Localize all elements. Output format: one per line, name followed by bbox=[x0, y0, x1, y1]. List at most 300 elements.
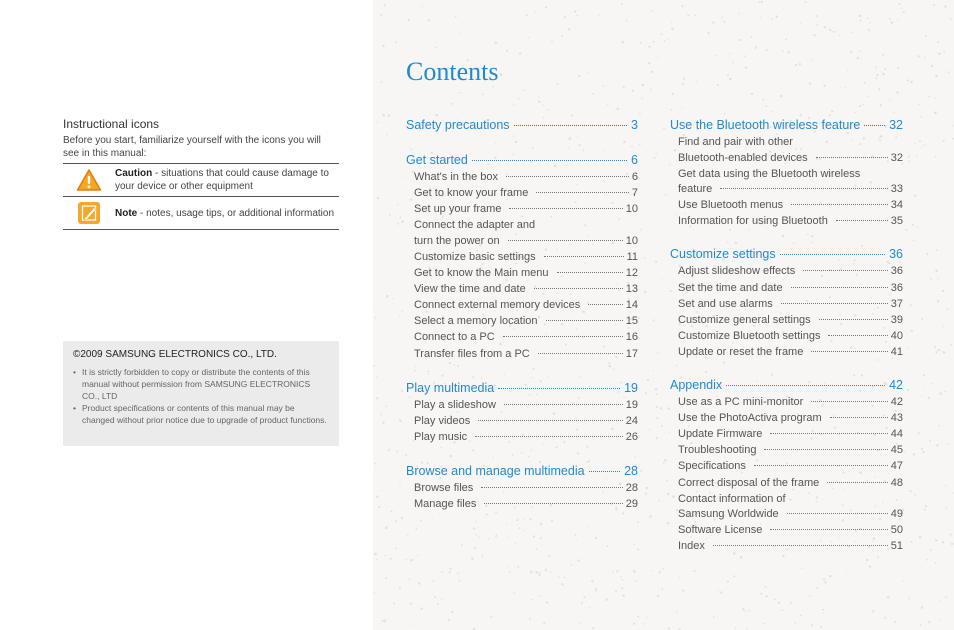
background-dot bbox=[942, 351, 943, 352]
background-dot bbox=[395, 547, 397, 549]
dot-leader bbox=[506, 176, 629, 177]
background-dot bbox=[608, 362, 610, 364]
toc-item-title: Play music bbox=[414, 430, 468, 443]
toc-item-link[interactable] bbox=[414, 283, 638, 295]
toc-item-link[interactable] bbox=[678, 524, 903, 536]
toc-item-link[interactable] bbox=[678, 396, 903, 408]
background-dot bbox=[561, 583, 563, 585]
background-dot bbox=[376, 496, 378, 498]
background-dot bbox=[907, 79, 909, 81]
background-dot bbox=[586, 446, 588, 448]
background-dot bbox=[514, 543, 515, 544]
background-dot bbox=[638, 317, 640, 319]
background-dot bbox=[374, 463, 376, 465]
background-dot bbox=[666, 480, 668, 482]
background-dot bbox=[622, 41, 624, 43]
background-dot bbox=[655, 388, 657, 390]
background-dot bbox=[646, 487, 648, 489]
background-dot bbox=[640, 229, 641, 230]
background-dot bbox=[683, 78, 685, 80]
background-dot bbox=[888, 262, 890, 264]
background-dot bbox=[492, 479, 494, 481]
toc-item-page: 45 bbox=[890, 444, 903, 457]
background-dot bbox=[640, 470, 642, 472]
background-dot bbox=[940, 619, 941, 620]
background-dot bbox=[877, 556, 879, 558]
toc-section-page: 3 bbox=[631, 118, 638, 132]
toc-item-link[interactable] bbox=[414, 415, 638, 427]
background-dot bbox=[667, 522, 670, 525]
background-dot bbox=[420, 607, 423, 610]
background-dot bbox=[742, 608, 745, 611]
toc-item-link[interactable] bbox=[414, 315, 638, 327]
background-dot bbox=[717, 84, 719, 86]
background-dot bbox=[657, 353, 659, 355]
background-dot bbox=[574, 10, 576, 12]
background-dot bbox=[382, 45, 385, 48]
background-dot bbox=[410, 625, 411, 626]
background-dot bbox=[639, 42, 641, 44]
dot-leader bbox=[509, 208, 622, 209]
toc-item-link[interactable] bbox=[414, 203, 638, 215]
background-dot bbox=[800, 614, 802, 616]
toc-item-link[interactable] bbox=[678, 460, 903, 472]
background-dot bbox=[859, 105, 861, 107]
toc-item-link[interactable] bbox=[414, 251, 638, 263]
background-dot bbox=[606, 545, 608, 547]
background-dot bbox=[533, 535, 535, 537]
background-dot bbox=[486, 513, 488, 515]
background-dot bbox=[724, 113, 726, 115]
background-dot bbox=[529, 618, 531, 620]
background-dot bbox=[696, 81, 697, 82]
dot-leader bbox=[726, 385, 885, 386]
background-dot bbox=[576, 328, 577, 329]
toc-section-title: Customize settings bbox=[670, 247, 776, 262]
background-dot bbox=[845, 570, 846, 571]
background-dot bbox=[528, 37, 529, 38]
instructional-icons-intro: Before you start, familiarize yourself with the icons you will see in this manual: bbox=[63, 135, 321, 159]
background-dot bbox=[860, 143, 862, 145]
background-dot bbox=[595, 537, 597, 539]
background-dot bbox=[583, 150, 584, 151]
background-dot bbox=[531, 599, 533, 601]
background-dot bbox=[823, 612, 824, 613]
background-dot bbox=[842, 504, 844, 506]
toc-item-title: Correct disposal of the frame bbox=[678, 476, 820, 489]
background-dot bbox=[808, 492, 810, 494]
background-dot bbox=[741, 522, 742, 523]
background-dot bbox=[665, 194, 667, 196]
background-dot bbox=[727, 580, 729, 582]
background-dot bbox=[911, 330, 913, 332]
background-dot bbox=[905, 229, 907, 231]
background-dot bbox=[548, 555, 550, 557]
background-dot bbox=[937, 300, 939, 302]
toc-item-link[interactable] bbox=[678, 540, 903, 552]
background-dot bbox=[824, 581, 826, 583]
background-dot bbox=[935, 270, 938, 273]
background-dot bbox=[672, 495, 675, 498]
background-dot bbox=[765, 586, 767, 588]
background-dot bbox=[935, 562, 936, 563]
toc-item-title: turn the power on bbox=[414, 234, 500, 247]
background-dot bbox=[378, 506, 380, 508]
background-dot bbox=[903, 451, 905, 453]
background-dot bbox=[914, 194, 916, 196]
background-dot bbox=[632, 90, 634, 92]
toc-item-title: Play a slideshow bbox=[414, 398, 496, 411]
background-dot bbox=[661, 33, 663, 35]
background-dot bbox=[414, 366, 415, 367]
background-dot bbox=[861, 374, 863, 376]
toc-item-link[interactable] bbox=[678, 346, 903, 358]
background-dot bbox=[532, 147, 534, 149]
background-dot bbox=[931, 383, 933, 385]
background-dot bbox=[889, 294, 890, 295]
background-dot bbox=[875, 67, 877, 69]
background-dot bbox=[519, 52, 521, 54]
background-dot bbox=[508, 537, 509, 538]
background-dot bbox=[888, 473, 889, 474]
background-dot bbox=[457, 365, 459, 367]
toc-item-link[interactable] bbox=[678, 330, 903, 342]
toc-item-link[interactable] bbox=[678, 477, 903, 489]
background-dot bbox=[735, 627, 736, 628]
background-dot bbox=[395, 520, 397, 522]
background-dot bbox=[472, 376, 474, 378]
background-dot bbox=[575, 539, 576, 540]
toc-section-link[interactable] bbox=[670, 378, 903, 392]
background-dot bbox=[458, 92, 460, 94]
background-dot bbox=[864, 82, 866, 84]
background-dot bbox=[914, 494, 916, 496]
background-dot bbox=[816, 15, 818, 17]
background-dot bbox=[393, 602, 395, 604]
toc-item-title: Set the time and date bbox=[678, 281, 783, 294]
background-dot bbox=[935, 156, 937, 158]
toc-section-page: 28 bbox=[624, 463, 638, 478]
toc-item-page: 33 bbox=[890, 183, 903, 196]
dot-leader bbox=[534, 288, 623, 289]
dot-leader bbox=[538, 353, 623, 354]
background-dot bbox=[503, 374, 504, 375]
background-dot bbox=[620, 576, 621, 577]
background-dot bbox=[427, 370, 429, 372]
background-dot bbox=[852, 139, 853, 140]
background-dot bbox=[942, 290, 944, 292]
background-dot bbox=[759, 1, 761, 3]
background-dot bbox=[557, 83, 559, 85]
background-dot bbox=[939, 599, 940, 600]
toc-item-title: What's in the box bbox=[414, 171, 499, 183]
toc-item-page: 35 bbox=[890, 215, 903, 228]
toc-section-link[interactable] bbox=[406, 153, 638, 167]
background-dot bbox=[377, 197, 379, 199]
toc-item-link[interactable] bbox=[678, 215, 903, 227]
background-dot bbox=[458, 580, 460, 582]
background-dot bbox=[377, 121, 378, 122]
background-dot bbox=[913, 453, 915, 455]
background-dot bbox=[530, 571, 533, 574]
background-dot bbox=[771, 18, 773, 20]
dot-leader bbox=[557, 272, 623, 273]
dot-leader bbox=[498, 388, 620, 389]
toc-item-link[interactable] bbox=[678, 412, 903, 424]
background-dot bbox=[914, 143, 915, 144]
background-dot bbox=[859, 15, 862, 18]
background-dot bbox=[878, 139, 880, 141]
background-dot bbox=[826, 141, 829, 144]
background-dot bbox=[787, 51, 789, 53]
background-dot bbox=[687, 14, 689, 16]
dot-leader bbox=[770, 433, 887, 434]
background-dot bbox=[588, 460, 590, 462]
background-dot bbox=[724, 457, 725, 458]
background-dot bbox=[951, 344, 953, 346]
toc-section-link[interactable] bbox=[406, 464, 638, 478]
background-dot bbox=[385, 405, 387, 407]
background-dot bbox=[417, 554, 418, 555]
background-dot bbox=[649, 429, 650, 430]
dot-leader bbox=[504, 404, 623, 405]
background-dot bbox=[688, 425, 690, 427]
toc-item-title: Manage files bbox=[414, 498, 477, 510]
toc-item-link[interactable] bbox=[678, 183, 903, 195]
background-dot bbox=[811, 242, 812, 243]
background-dot bbox=[557, 248, 558, 249]
background-dot bbox=[526, 14, 528, 16]
toc-item-link[interactable] bbox=[414, 348, 638, 360]
dot-leader bbox=[811, 401, 887, 402]
background-dot bbox=[898, 3, 900, 5]
background-dot bbox=[637, 549, 639, 551]
toc-item-link[interactable] bbox=[414, 171, 638, 183]
copyright-title: ©2009 SAMSUNG ELECTRONICS CO., LTD. bbox=[73, 349, 277, 360]
background-dot bbox=[918, 432, 920, 434]
toc-item-link[interactable] bbox=[678, 199, 903, 211]
background-dot bbox=[439, 513, 440, 514]
background-dot bbox=[440, 447, 441, 448]
background-dot bbox=[880, 140, 881, 141]
background-dot bbox=[482, 263, 484, 265]
toc-item-page: 43 bbox=[890, 412, 903, 425]
background-dot bbox=[399, 217, 401, 219]
background-dot bbox=[623, 141, 625, 143]
background-dot bbox=[385, 526, 388, 529]
toc-item-title: Information for using Bluetooth bbox=[678, 215, 828, 228]
background-dot bbox=[799, 63, 801, 65]
toc-item-page: 32 bbox=[890, 151, 903, 164]
background-dot bbox=[403, 175, 404, 176]
background-dot bbox=[658, 500, 660, 502]
caution-row bbox=[63, 164, 339, 197]
dot-leader bbox=[803, 270, 888, 271]
background-dot bbox=[783, 8, 784, 9]
dot-leader bbox=[770, 529, 887, 530]
background-dot bbox=[735, 242, 737, 244]
toc-item-link[interactable] bbox=[414, 431, 638, 443]
toc-section-page: 36 bbox=[889, 247, 903, 262]
toc-item-link[interactable] bbox=[678, 444, 903, 456]
background-dot bbox=[795, 64, 797, 66]
background-dot bbox=[386, 134, 387, 135]
background-dot bbox=[384, 555, 385, 556]
toc-section-page: 32 bbox=[889, 118, 903, 132]
background-dot bbox=[474, 547, 476, 549]
background-dot bbox=[551, 41, 553, 43]
dot-leader bbox=[475, 436, 623, 437]
toc-section-link[interactable] bbox=[670, 118, 903, 132]
background-dot bbox=[720, 591, 722, 593]
toc-item-link[interactable] bbox=[414, 482, 638, 494]
toc-item-title: Samsung Worldwide bbox=[678, 508, 779, 521]
background-dot bbox=[924, 57, 926, 59]
background-dot bbox=[482, 554, 483, 555]
background-dot bbox=[847, 69, 848, 70]
background-dot bbox=[399, 587, 401, 589]
toc-item-link[interactable] bbox=[414, 187, 638, 199]
toc-item-link[interactable] bbox=[678, 428, 903, 440]
background-dot bbox=[653, 370, 654, 371]
background-dot bbox=[384, 4, 386, 6]
toc-section-link[interactable] bbox=[406, 118, 638, 132]
background-dot bbox=[834, 362, 835, 363]
background-dot bbox=[926, 559, 928, 561]
background-dot bbox=[482, 556, 484, 558]
background-dot bbox=[923, 374, 925, 376]
background-dot bbox=[548, 109, 550, 111]
background-dot bbox=[931, 65, 933, 67]
toc-item-link[interactable] bbox=[678, 282, 903, 294]
background-dot bbox=[579, 377, 581, 379]
background-dot bbox=[667, 39, 668, 40]
background-dot bbox=[530, 450, 531, 451]
contents-title: Contents bbox=[406, 57, 499, 86]
background-dot bbox=[428, 373, 429, 374]
background-dot bbox=[578, 144, 580, 146]
toc-item-title: Software License bbox=[678, 524, 763, 537]
toc-item-link[interactable] bbox=[414, 299, 638, 311]
background-dot bbox=[565, 344, 567, 346]
background-dot bbox=[637, 616, 639, 618]
background-dot bbox=[907, 389, 909, 391]
background-dot bbox=[547, 376, 548, 377]
background-dot bbox=[667, 407, 670, 410]
background-dot bbox=[785, 39, 787, 41]
background-dot bbox=[451, 611, 453, 613]
background-dot bbox=[390, 510, 392, 512]
toc-section-link[interactable] bbox=[406, 381, 638, 395]
background-dot bbox=[580, 622, 582, 624]
toc-item-page: 26 bbox=[625, 430, 638, 443]
toc-item-title: Index bbox=[678, 540, 705, 553]
toc-section-link[interactable] bbox=[670, 247, 903, 261]
toc-item-link[interactable] bbox=[678, 152, 903, 164]
toc-item-link[interactable] bbox=[414, 235, 638, 247]
background-dot bbox=[650, 89, 652, 91]
background-dot bbox=[920, 116, 922, 118]
toc-item-link[interactable] bbox=[678, 508, 903, 520]
toc-item-page: 7 bbox=[631, 187, 638, 200]
background-dot bbox=[633, 623, 635, 625]
background-dot bbox=[656, 417, 658, 419]
toc-item-link[interactable] bbox=[414, 399, 638, 411]
copyright-item: • It is strictly forbidden to copy or distribute the contents of this manual without permission from SAMSUNG ELECTRONICS CO., LTD bbox=[73, 366, 329, 402]
background-dot bbox=[795, 148, 797, 150]
toc-item-line: Connect the adapter and bbox=[414, 219, 536, 232]
background-dot bbox=[807, 234, 809, 236]
background-dot bbox=[883, 327, 885, 329]
toc-section-page: 19 bbox=[624, 380, 638, 395]
background-dot bbox=[481, 377, 482, 378]
background-dot bbox=[545, 569, 547, 571]
toc-item-link[interactable] bbox=[678, 265, 903, 277]
toc-item-link[interactable] bbox=[414, 498, 638, 510]
background-dot bbox=[733, 552, 736, 555]
background-dot bbox=[733, 575, 735, 577]
background-dot bbox=[816, 587, 818, 589]
background-dot bbox=[506, 523, 507, 524]
toc-item-link[interactable] bbox=[414, 331, 638, 343]
copyright-item: • Product specifications or contents of this manual may be changed without prior notice due to upgrade of product functions. bbox=[73, 402, 329, 426]
background-dot bbox=[715, 55, 717, 57]
background-dot bbox=[399, 478, 400, 479]
toc-item-title: Use as a PC mini-monitor bbox=[678, 396, 804, 408]
background-dot bbox=[869, 566, 871, 568]
toc-item-title: Select a memory location bbox=[414, 315, 538, 328]
background-dot bbox=[442, 216, 444, 218]
background-dot bbox=[928, 621, 930, 623]
background-dot bbox=[376, 377, 378, 379]
toc-item-link[interactable] bbox=[414, 267, 638, 279]
background-dot bbox=[409, 396, 411, 398]
background-dot bbox=[451, 103, 453, 105]
background-dot bbox=[658, 571, 660, 573]
background-dot bbox=[577, 15, 579, 17]
background-dot bbox=[930, 278, 932, 280]
background-dot bbox=[612, 571, 614, 573]
background-dot bbox=[707, 32, 709, 34]
background-dot bbox=[460, 33, 461, 34]
background-dot bbox=[531, 377, 533, 379]
background-dot bbox=[409, 578, 410, 579]
toc-item-page: 10 bbox=[625, 234, 638, 247]
background-dot bbox=[925, 505, 927, 507]
background-dot bbox=[794, 622, 795, 623]
background-dot bbox=[910, 81, 912, 83]
background-dot bbox=[813, 34, 815, 36]
background-dot bbox=[622, 594, 624, 596]
background-dot bbox=[571, 564, 573, 566]
icon-table bbox=[63, 163, 339, 230]
background-dot bbox=[884, 68, 886, 70]
toc-section-title: Safety precautions bbox=[406, 118, 510, 132]
background-dot bbox=[397, 204, 398, 205]
background-dot bbox=[945, 391, 947, 393]
toc-item-title: Transfer files from a PC bbox=[414, 347, 530, 360]
toc-item-page: 16 bbox=[625, 331, 638, 344]
dot-leader bbox=[819, 319, 888, 320]
background-dot bbox=[533, 368, 535, 370]
background-dot bbox=[771, 374, 773, 376]
background-dot bbox=[418, 582, 420, 584]
toc-item-link[interactable] bbox=[678, 298, 903, 310]
background-dot bbox=[935, 98, 936, 99]
background-dot bbox=[935, 351, 937, 353]
background-dot bbox=[823, 85, 825, 87]
toc-item-link[interactable] bbox=[678, 314, 903, 326]
